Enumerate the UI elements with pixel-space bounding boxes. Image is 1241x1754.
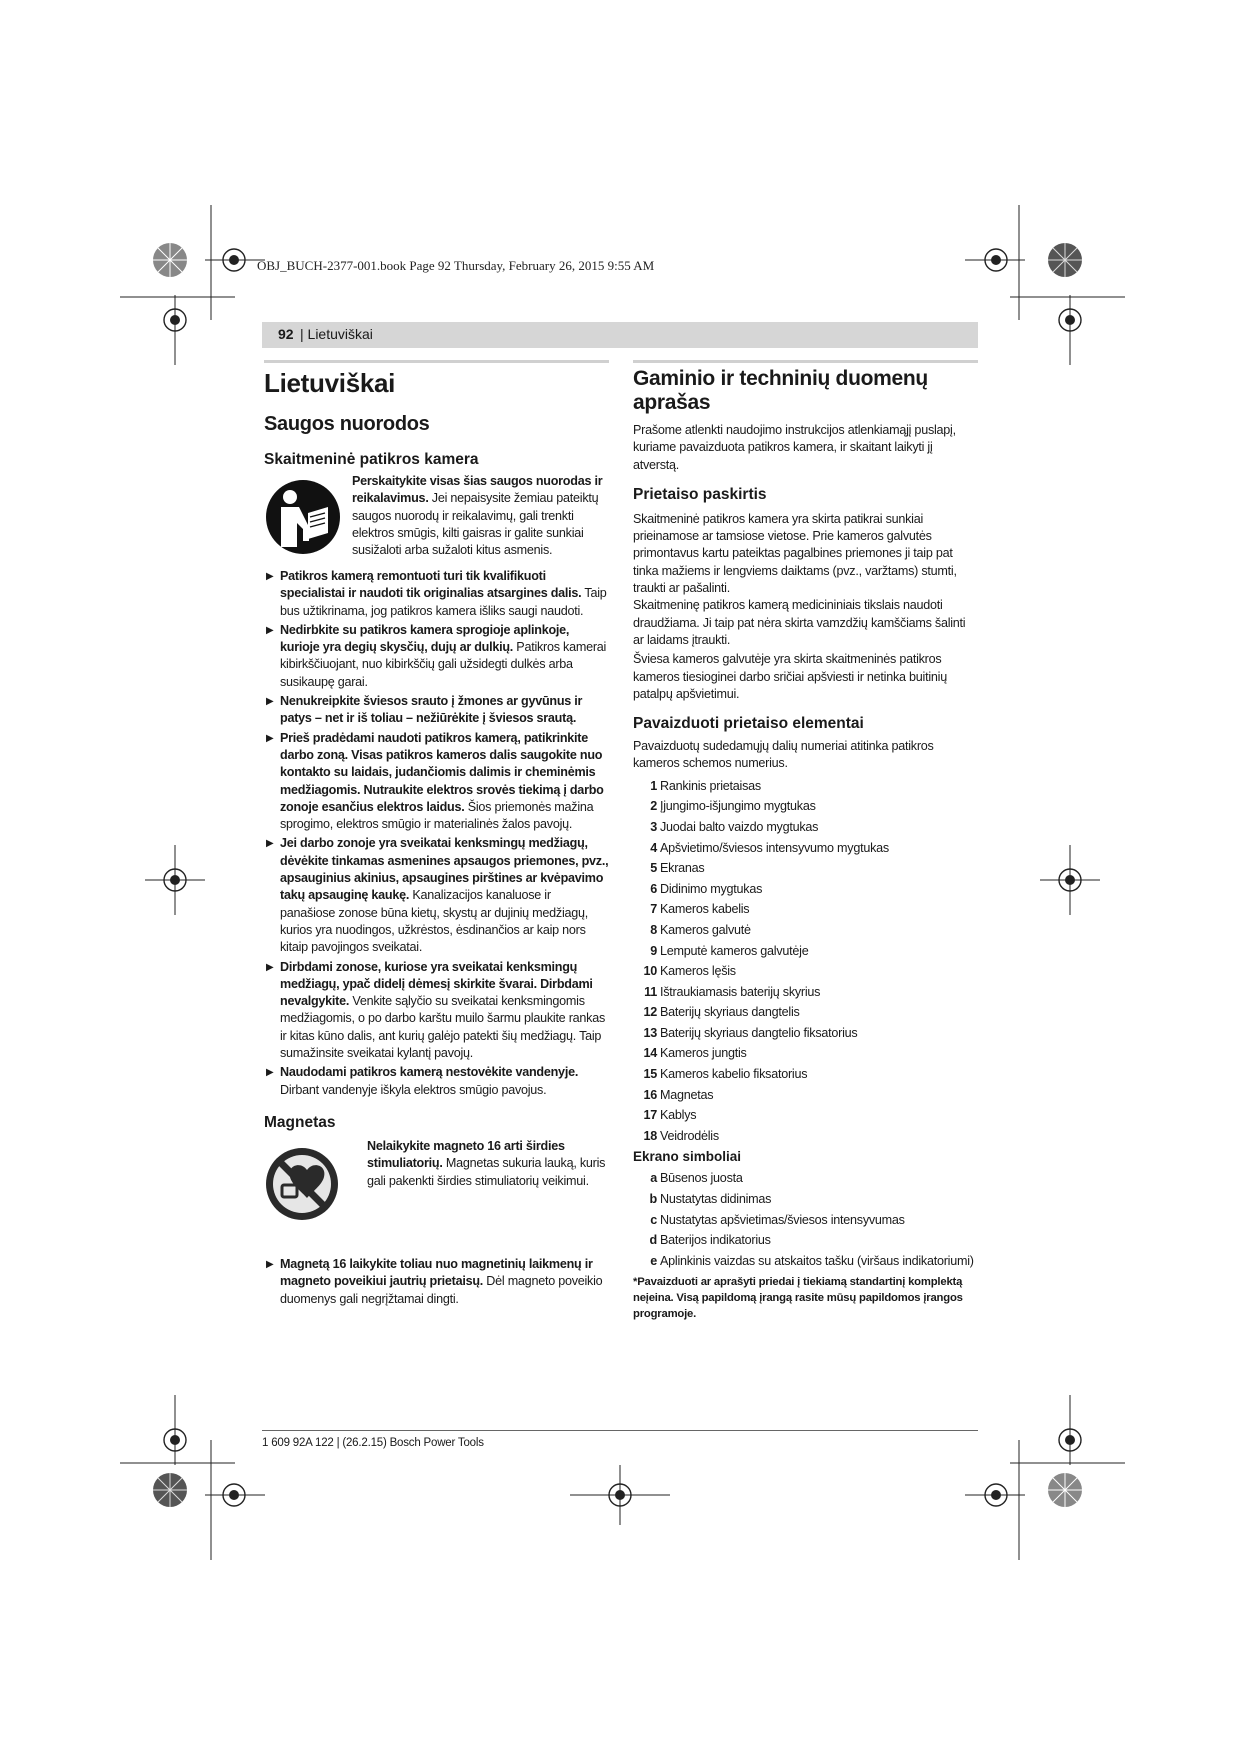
elements-heading: Pavaizduoti prietaiso elementai: [633, 715, 864, 733]
item-label: Kameros lęšis: [660, 964, 736, 979]
item-label: Aplinkinis vaizdas su atskaitos tašku (viršaus indikatoriumi): [660, 1253, 974, 1268]
item-label: Baterijos indikatorius: [660, 1233, 771, 1248]
item-label: Įjungimo-išjungimo mygtukas: [660, 799, 816, 814]
item-label: Kablys: [660, 1108, 697, 1123]
read-manual-block: [264, 473, 609, 565]
item-number: d: [649, 1233, 657, 1248]
element-item: [633, 838, 978, 859]
header-separator: |: [300, 326, 304, 342]
item-label: Magnetas: [660, 1087, 714, 1102]
registration-mark-icon: [1045, 1470, 1085, 1510]
triangle-bullet-icon: ▶: [266, 732, 274, 744]
element-item: [633, 1002, 978, 1023]
item-number: 11: [644, 984, 657, 999]
screen-symbols-heading: Ekrano simboliai: [633, 1149, 742, 1165]
header-language-label: Lietuviškai: [307, 326, 373, 342]
product-description-title: Gaminio ir techninių duomenų aprašas: [633, 367, 928, 414]
section-title: Lietuviškai: [264, 368, 396, 398]
element-item: [633, 1064, 978, 1085]
item-label: Baterijų skyriaus dangtelio fiksatorius: [660, 1025, 858, 1040]
item-number: 3: [650, 819, 657, 834]
element-item: [633, 1043, 978, 1064]
item-label: Kameros jungtis: [660, 1046, 747, 1061]
safety-bullet: ▶ Dirbdami zonose, kuriose yra sveikatai kenksmingų medžiagų, ypač didelį dėmesį skirkite švarai. Dirbdami nevalgykite. Venkite sąlyčio su sveikatai kenksmingomis medžiagomis, o po darbo karštu muilo šarmu plaukite rankas ir kitas kūno dalis, ant kurių galėjo patekti šių medžiagų. Taip sumažinsite sveikatai kylantį pavojų.: [266, 959, 605, 1061]
item-label: Kameros galvutė: [660, 922, 751, 937]
element-item: [633, 920, 978, 941]
magnet-text: Nelaikykite magneto 16 arti širdies stimuliatorių. Magnetas sukuria lauką, kuris gali pakenkti širdies stimuliatorių veikimui.: [367, 1138, 606, 1188]
symbol-item: [633, 1251, 978, 1272]
item-label: Ištraukiamasis baterijų skyrius: [660, 984, 821, 999]
registration-mark-icon: [1045, 240, 1085, 280]
item-number: b: [649, 1192, 657, 1207]
element-item: [633, 1126, 978, 1147]
item-label: Lemputė kameros galvutėje: [660, 943, 809, 958]
page-footer: 1 609 92A 122 | (26.2.15) Bosch Power Tools: [262, 1437, 484, 1449]
item-number: a: [650, 1171, 657, 1186]
registration-mark-icon: [150, 1470, 190, 1510]
element-item: [633, 982, 978, 1003]
item-number: 2: [650, 799, 657, 814]
element-item: [633, 941, 978, 962]
crosshair-mark-icon: [145, 845, 205, 915]
item-label: Nustatytas didinimas: [660, 1192, 772, 1207]
element-item: [633, 776, 978, 797]
page-number: 92: [278, 326, 294, 342]
element-item: [633, 796, 978, 817]
column-rule: [264, 360, 609, 363]
item-number: 9: [650, 943, 657, 958]
element-item: [633, 1023, 978, 1044]
safety-bullet: ▶ Nenukreipkite šviesos srauto į žmones ar gyvūnus ir patys – net ir iš toliau – nežiūrėkite į šviesos srautą.: [266, 694, 583, 726]
camera-heading: Skaitmeninė patikros kamera: [264, 451, 479, 468]
crosshair-mark-icon: [570, 1465, 670, 1525]
crosshair-mark-icon: [205, 1440, 265, 1560]
item-number: 18: [643, 1128, 657, 1143]
crosshair-mark-icon: [1010, 295, 1125, 365]
read-manual-icon: [264, 473, 350, 565]
safety-bullet: ▶ Jei darbo zonoje yra sveikatai kenksmingų medžiagų, dėvėkite tinkamas asmenines apsaugos priemones, pvz., apsauginius akinius, apsaugines pirštines ar kvėpavimo takų apsauginę kaukę. Kanalizacijos kanaluose ir panašiose zonose būna kietų, skystų ar dujinių medžiagų, kurios yra nuodingos, užkrėstos, ėsdinančios ar kaip nors kitaip pavojingos sveikatai.: [266, 836, 609, 955]
element-item: [633, 879, 978, 900]
header-language: [300, 326, 373, 342]
item-label: Būsenos juosta: [660, 1171, 743, 1186]
triangle-bullet-icon: ▶: [266, 838, 274, 850]
triangle-bullet-icon: ▶: [266, 624, 274, 636]
magnet-heading: Magnetas: [264, 1113, 336, 1131]
read-manual-text: Perskaitykite visas šias saugos nuorodas ir reikalavimus. Jei nepaisysite žemiau pateiktų saugos nuorodų ir reikalavimų, gali trenkti elektros smūgis, kilti gaisras ir galite sunkiai susižaloti arba sužaloti kitus asmenis.: [352, 474, 603, 558]
registration-mark-icon: [150, 240, 190, 280]
symbol-item: [633, 1230, 978, 1251]
accessories-footnote: *Pavaizduoti ar aprašyti priedai į tiekiamą standartinį komplektą neįeina. Visą papildomą įrangą rasite mūsų papildomos įrangos programoje.: [633, 1276, 963, 1321]
item-label: Rankinis prietaisas: [660, 778, 761, 793]
item-label: Kameros kabelis: [660, 902, 750, 917]
triangle-bullet-icon: ▶: [266, 1067, 274, 1079]
triangle-bullet-icon: ▶: [266, 571, 274, 582]
element-item: [633, 817, 978, 838]
item-label: Veidrodėlis: [660, 1128, 719, 1143]
item-label: Juodai balto vaizdo mygtukas: [660, 819, 819, 834]
symbols-list: [633, 1168, 978, 1271]
purpose-text-2: Skaitmeninę patikros kamerą medicininiais tikslais naudoti draudžiama. Ji taip pat nėra skirta vamzdžių kamščiams šalinti ar laidams įtraukti.: [633, 598, 966, 647]
elements-intro: Pavaizduotų sudedamųjų dalių numeriai atitinka patikros kameros schemos numerius.: [633, 739, 934, 771]
purpose-text-1: Skaitmeninė patikros kamera yra skirta patikrai sunkiai prieinamose ar tamsiose vietose. Prie kameros galvutės primontavus kartu pateiktas pagalbines priemones ji taip pat tinka mažiems ir lengviems daiktams (pvz., varžtams) stumti, traukti ar pašalinti.: [633, 511, 957, 596]
safety-bullet: ▶ Naudodami patikros kamerą nestovėkite vandenyje. Dirbant vandenyje iškyla elektros smūgio pavojus.: [266, 1065, 579, 1097]
symbol-item: [633, 1189, 978, 1210]
item-number: 8: [650, 922, 657, 937]
item-number: c: [650, 1212, 657, 1227]
item-label: Didinimo mygtukas: [660, 881, 763, 896]
crosshair-mark-icon: [965, 1440, 1025, 1560]
purpose-text-3: Šviesa kameros galvutėje yra skirta skaitmeninės patikros kameros tiesioginei darbo sričiai apšviesti ir netinka buitinių patalpų apšvietimui.: [633, 652, 947, 701]
crosshair-mark-icon: [120, 295, 235, 365]
crosshair-mark-icon: [1040, 845, 1100, 915]
item-number: 13: [643, 1025, 657, 1040]
element-item: [633, 858, 978, 879]
item-label: Apšvietimo/šviesos intensyvumo mygtukas: [660, 840, 889, 855]
intro-text: Prašome atlenkti naudojimo instrukcijos atlenkiamąjį puslapį, kuriame pavaizduota patikros kamera, ir skaitant laikyti jį atverstą.: [633, 423, 956, 472]
item-number: 7: [650, 902, 657, 917]
triangle-bullet-icon: ▶: [266, 696, 274, 708]
item-label: Nustatytas apšvietimas/šviesos intensyvumas: [660, 1212, 905, 1227]
element-item: [633, 961, 978, 982]
no-pacemaker-icon: [264, 1140, 364, 1230]
item-number: 15: [643, 1067, 657, 1082]
page-header-bar: [262, 322, 978, 348]
triangle-bullet-icon: ▶: [266, 1258, 274, 1270]
symbol-item: [633, 1168, 978, 1189]
left-column: [264, 360, 609, 1308]
purpose-heading: Prietaiso paskirtis: [633, 485, 767, 503]
element-item: [633, 899, 978, 920]
element-item: [633, 1105, 978, 1126]
safety-heading: Saugos nuorodos: [264, 413, 430, 435]
symbol-item: [633, 1210, 978, 1231]
element-item: [633, 1085, 978, 1106]
item-label: Ekranas: [660, 861, 705, 876]
right-column: [633, 360, 978, 1322]
item-number: 6: [650, 881, 657, 896]
magnet-bullet: ▶ Magnetą 16 laikykite toliau nuo magnetinių laikmenų ir magneto poveikiui jautrių prietaisų. Dėl magneto poveikio duomenys gali negrįžtamai dingti.: [266, 1256, 603, 1306]
safety-bullet: ▶ Nedirbkite su patikros kamera sprogioje aplinkoje, kurioje yra degių skysčių, dujų ar dulkių. Patikros kamerai kibirkščiuojant, nuo kibirkščių gali užsidegti dulkės arba susikaupę garai.: [266, 622, 607, 689]
item-label: Baterijų skyriaus dangtelis: [660, 1005, 800, 1020]
item-number: 16: [643, 1087, 657, 1102]
magnet-block: [264, 1140, 609, 1230]
item-number: 12: [643, 1005, 657, 1020]
item-number: 5: [650, 861, 657, 876]
safety-bullet: ▶ Prieš pradėdami naudoti patikros kamerą, patikrinkite darbo zoną. Visas patikros kameros dalis saugokite nuo kontakto su laidais, judančiomis dalimis ir cheminėmis medžiagomis. Nutraukite elektros srovės tiekimą į darbo zonoje esančius elektros laidus. Šios priemonės mažina sprogimo, elektros smūgio ir materialinės žalos pavojų.: [266, 730, 604, 832]
elements-list: [633, 776, 978, 1147]
footer-rule: [262, 1430, 978, 1431]
item-number: e: [650, 1253, 657, 1268]
safety-bullet: ▶ Patikros kamerą remontuoti turi tik kvalifikuoti specialistai ir naudoti tik originalias atsargines dalis. Taip bus užtikrinama, jog patikros kamera išliks saugi naudoti.: [266, 569, 607, 618]
triangle-bullet-icon: ▶: [266, 961, 274, 973]
safety-bullets: [264, 568, 609, 1099]
item-number: 14: [643, 1046, 657, 1061]
crosshair-mark-icon: [1010, 1395, 1125, 1465]
column-rule: [633, 360, 978, 363]
item-number: 1: [650, 778, 657, 793]
item-number: 4: [650, 840, 657, 855]
item-label: Kameros kabelio fiksatorius: [660, 1067, 808, 1082]
print-header: OBJ_BUCH-2377-001.book Page 92 Thursday, February 26, 2015 9:55 AM: [257, 258, 655, 273]
item-number: 10: [643, 964, 657, 979]
item-number: 17: [643, 1108, 657, 1123]
